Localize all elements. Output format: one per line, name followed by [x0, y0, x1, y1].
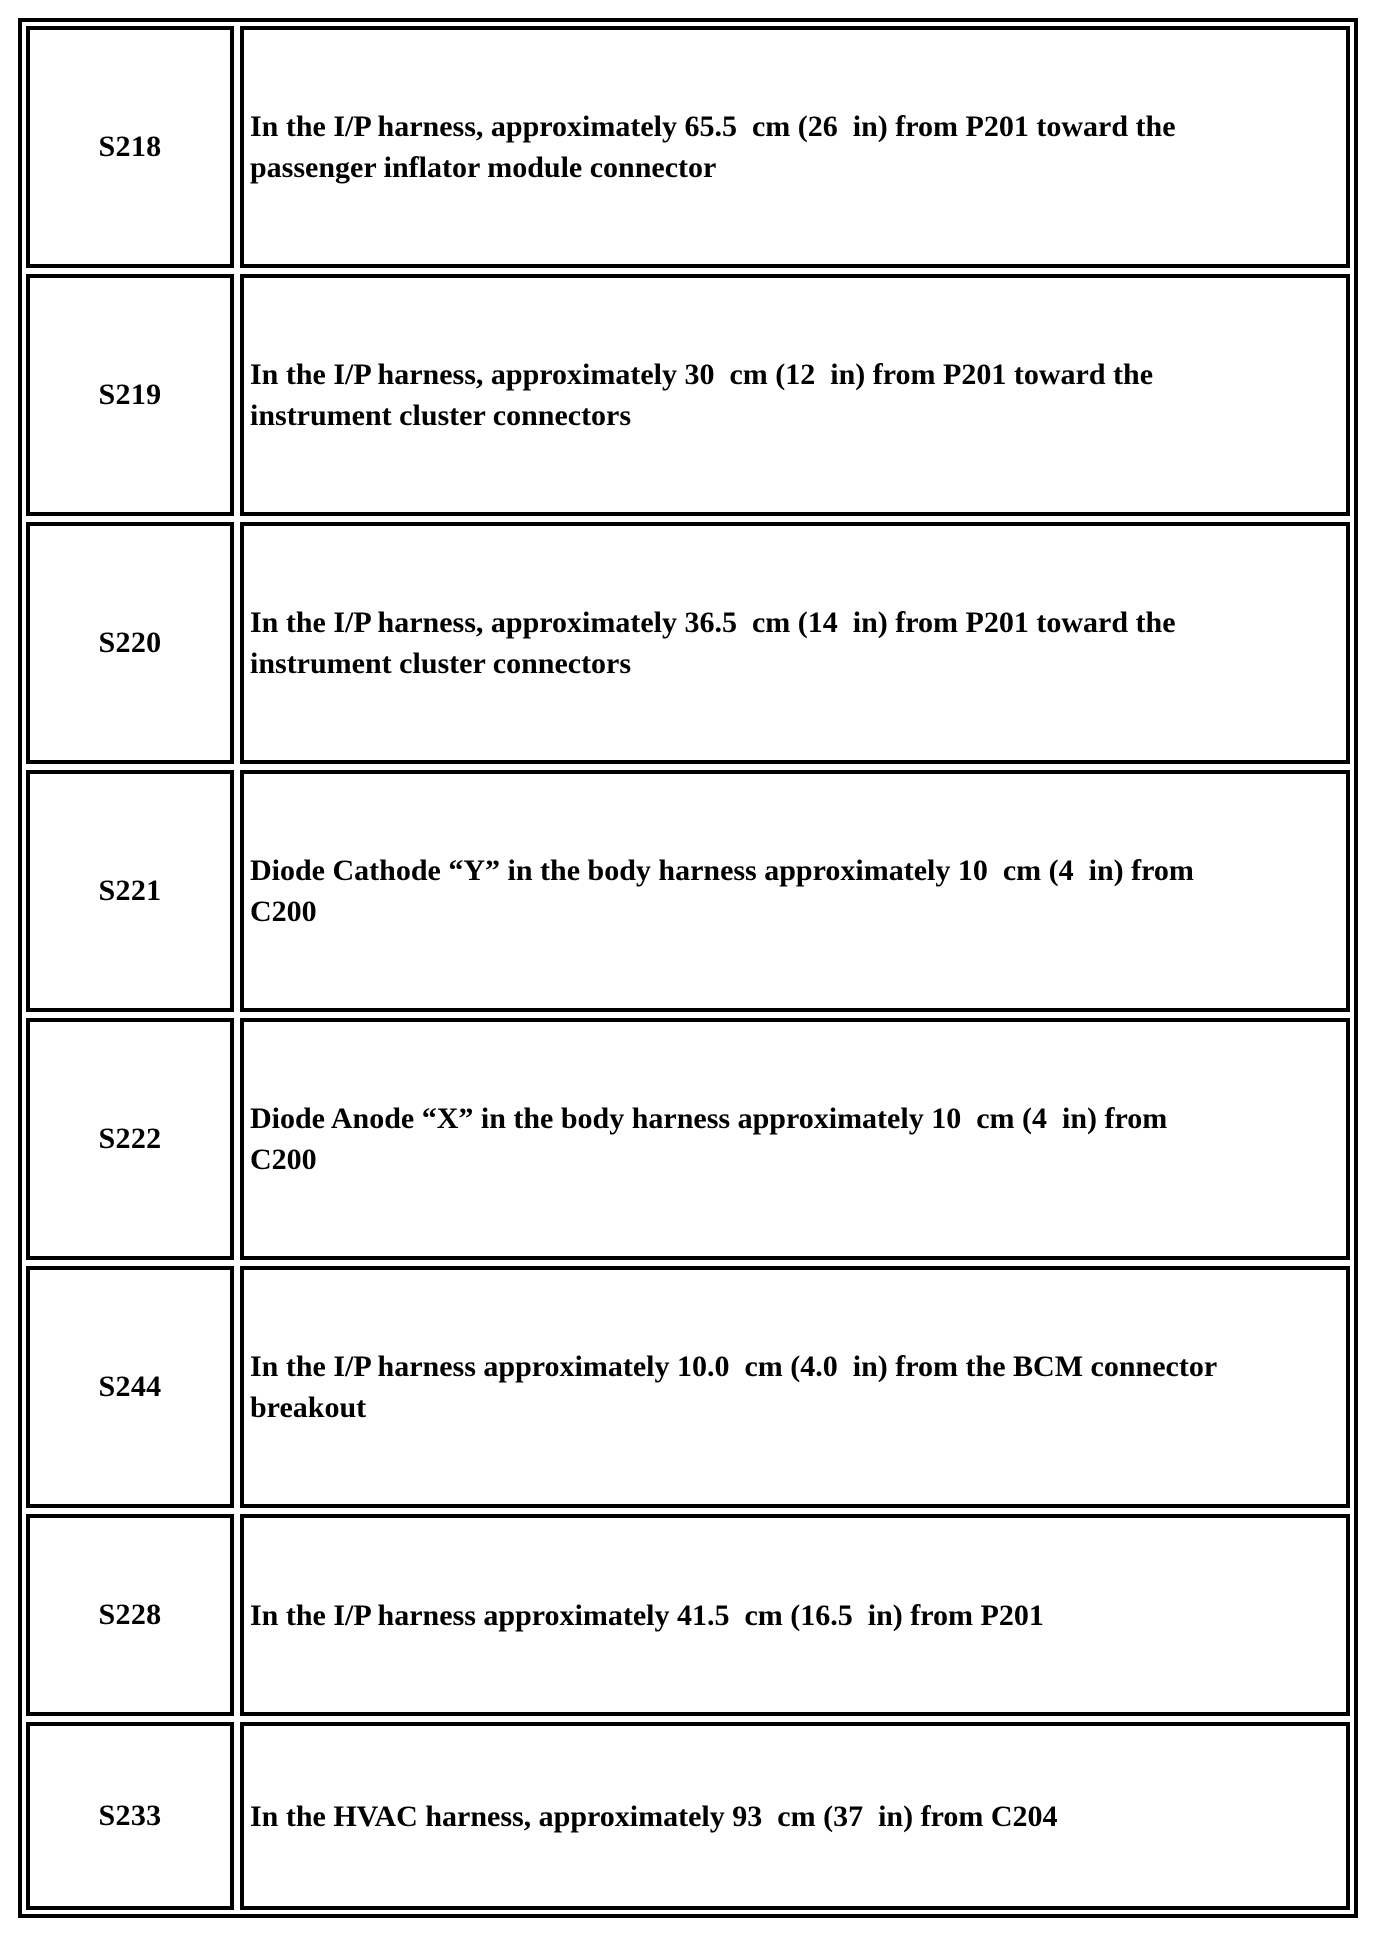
splice-location-cell [240, 274, 1350, 516]
splice-location-cell [240, 26, 1350, 268]
splice-code: S228 [98, 1598, 162, 1631]
splice-code-cell [26, 1018, 234, 1260]
table-row [26, 1722, 1350, 1910]
table-row [26, 274, 1350, 516]
splice-code: S244 [98, 1370, 162, 1403]
splice-location: In the I/P harness, approximately 36.5 cm (14 in) from P201 toward the instrument cluster connectors [250, 606, 1176, 680]
splice-code-cell [26, 1514, 234, 1716]
splice-code-cell [26, 1266, 234, 1508]
splice-table [18, 18, 1358, 1918]
splice-location: In the HVAC harness, approximately 93 cm (37 in) from C204 [250, 1799, 1058, 1833]
splice-table-body [26, 26, 1350, 1910]
splice-code: S218 [98, 130, 162, 163]
table-row [26, 1266, 1350, 1508]
splice-location: In the I/P harness, approximately 65.5 cm (26 in) from P201 toward the passenger inflator module connector [250, 110, 1176, 184]
splice-code: S233 [98, 1799, 162, 1832]
splice-code: S221 [98, 874, 162, 907]
table-row [26, 1514, 1350, 1716]
splice-code-cell [26, 274, 234, 516]
splice-code: S220 [98, 626, 162, 659]
splice-location-cell [240, 1722, 1350, 1910]
table-row [26, 770, 1350, 1012]
splice-location: In the I/P harness approximately 41.5 cm (16.5 in) from P201 [250, 1598, 1044, 1632]
splice-code: S219 [98, 378, 162, 411]
splice-location-cell [240, 1266, 1350, 1508]
table-row [26, 1018, 1350, 1260]
splice-code-cell [26, 770, 234, 1012]
splice-location: Diode Cathode “Y” in the body harness approximately 10 cm (4 in) from C200 [250, 854, 1194, 928]
splice-location-cell [240, 1018, 1350, 1260]
splice-code-cell [26, 522, 234, 764]
splice-location: Diode Anode “X” in the body harness approximately 10 cm (4 in) from C200 [250, 1102, 1168, 1176]
splice-code: S222 [98, 1122, 162, 1155]
splice-location-cell [240, 522, 1350, 764]
splice-location-cell [240, 770, 1350, 1012]
splice-location: In the I/P harness approximately 10.0 cm (4.0 in) from the BCM connector breakout [250, 1350, 1218, 1424]
splice-code-cell [26, 1722, 234, 1910]
splice-location: In the I/P harness, approximately 30 cm (12 in) from P201 toward the instrument cluster connectors [250, 358, 1154, 432]
table-row [26, 522, 1350, 764]
table-row [26, 26, 1350, 268]
splice-code-cell [26, 26, 234, 268]
splice-location-cell [240, 1514, 1350, 1716]
